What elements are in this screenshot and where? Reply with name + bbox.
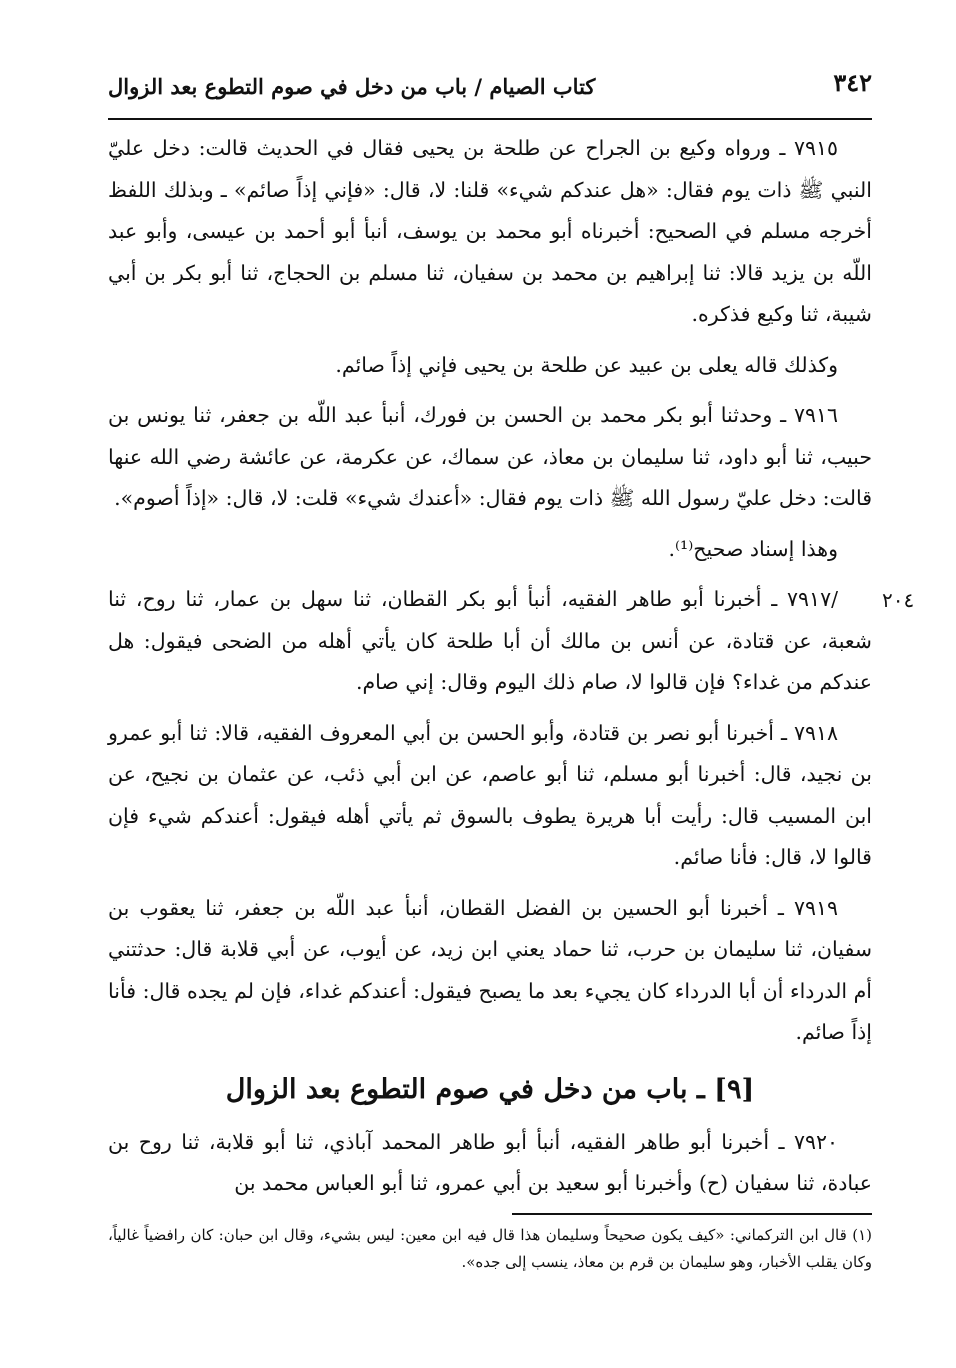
running-header (108, 66, 872, 120)
hadith-7919: ٧٩١٩ ـ أخبرنا أبو الحسين بن الفضل القطان، أنبأ عبد اللّه بن جعفر، ثنا يعقوب بن سفيان، ثنا سليمان بن حرب، ثنا حماد يعني ابن زيد، عن أيوب، عن أبي قلابة قال: حدثتني أم الدرداء أن أبا الدرداء كان يجيء بعد ما يصبح فيقول: أعندكم غداء، فإن لم يجده قال: فأنا إذاً صائم. (108, 895, 872, 1044)
hadith-7920: ٧٩٢٠ ـ أخبرنا أبو طاهر الفقيه، أنبأ أبو طاهر المحمد آباذي، ثنا أبو قلابة، ثنا روح بن عبادة، ثنا سفيان (ح) وأخبرنا أبو سعيد بن أبي عمرو، ثنا أبو العباس محمد بن (108, 1129, 872, 1195)
footnote: (١) قال ابن التركماني: «كيف يكون صحيحاً وسليمان هذا قال فيه ابن معين: ليس بشيء، وقال ابن حبان: كان رافضياً غالياً، وكان يقلب الأخبار، وهو سليمان بن قرم بن معاذ، ينسب إلى جده». (108, 1226, 872, 1271)
footnote-divider (512, 1213, 872, 1215)
isnad-note: وهذا إسناد صحيح⁽¹⁾. (668, 536, 838, 561)
note-paragraph: وكذلك قاله يعلى بن عبيد عن طلحة بن يحيى فإني إذاً صائم. (335, 352, 838, 377)
running-title: كتاب الصيام / باب من دخل في صوم التطوع بعد الزوال (108, 74, 603, 99)
hadith-7917: /٧٩١٧ ـ أخبرنا أبو طاهر الفقيه، أنبأ أبو بكر القطان، ثنا سهل بن عمار، ثنا روح، ثنا شعبة، عن قتادة، عن أنس بن مالك أن أبا طلحة كان يأتي أهله من الضحى فيقول: هل عندكم من غداء؟ فإن قالوا لا، صام ذلك اليوم وقال: إني صام. (108, 587, 872, 694)
section-heading: [٩] ـ باب من دخل في صوم التطوع بعد الزوال (225, 1073, 755, 1105)
hadith-7916: ٧٩١٦ ـ وحدثنا أبو بكر محمد بن الحسن بن فورك، أنبأ عبد اللّه بن جعفر، ثنا يونس بن حبيب، ثنا أبو داود، ثنا سليمان بن معاذ، عن سماك، عن عكرمة، عن عائشة رضي الله عنها قالت: دخل عليّ رسول الله ﷺ ذات يوم فقال: «أعندك شيء» قلت: لا، قال: «إذاً أصوم». (108, 403, 872, 510)
margin-reference-number: ٢٠٤ (882, 588, 915, 612)
hadith-7918: ٧٩١٨ ـ أخبرنا أبو نصر بن قتادة، وأبو الحسن بن أبي المعروف الفقيه، قالا: ثنا أبو عمرو بن نجيد، قال: أخبرنا أبو مسلم، ثنا أبو عاصم، عن ابن أبي ذئب، عن عثمان بن نجيح، عن ابن المسيب قال: رأيت أبا هريرة يطوف بالسوق ثم يأتي أهله فيقول: أعندكم شيء فإن قالوا لا، قال: فأنا صائم. (108, 720, 872, 869)
main-text (108, 128, 872, 1214)
page-number: ٣٤٢ (825, 68, 872, 97)
hadith-7915: ٧٩١٥ ـ ورواه وكيع بن الجراح عن طلحة بن يحيى فقال في الحديث قالت: دخل عليّ النبي ﷺ ذات يوم فقال: «هل عندكم شيء» قلنا: لا، قال: «فإني إذاً صائم» ـ وبذلك اللفظ أخرجه مسلم في الصحيح: أخبرناه أبو محمد بن يوسف، أنبأ أبو أحمد بن عيسى، وأبو عبد اللّه بن يزيد قالا: ثنا إبراهيم بن محمد بن سفيان، ثنا مسلم بن الحجاج، ثنا أبو بكر بن أبي شيبة، ثنا وكيع فذكره. (108, 136, 872, 326)
